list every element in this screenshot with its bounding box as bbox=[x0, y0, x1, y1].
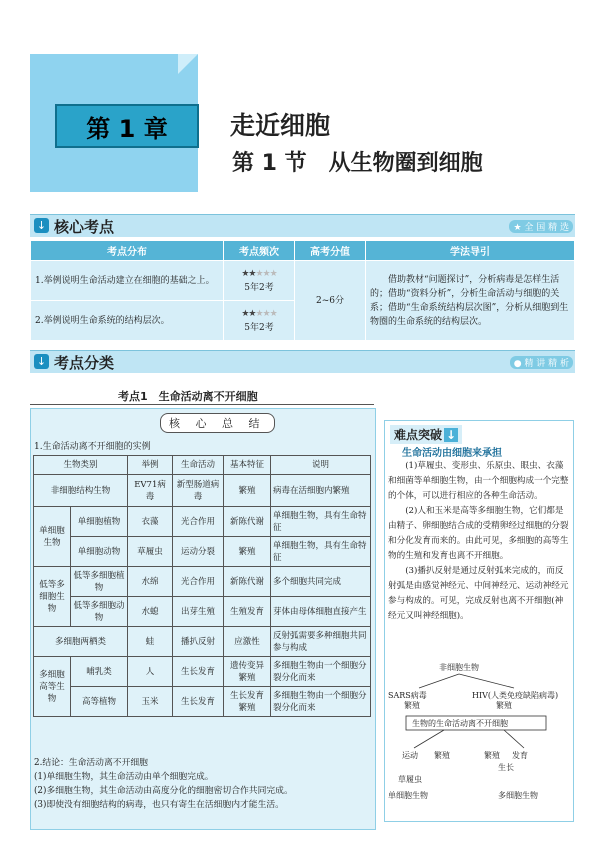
freq-1: 5年2考 bbox=[244, 282, 274, 293]
conclusion-line: (2)多细胞生物，其生命活动由高度分化的细胞密切合作共同完成。 bbox=[34, 786, 293, 796]
th-activity: 生命活动 bbox=[173, 456, 224, 475]
table-cell: 多个细胞共同完成 bbox=[271, 567, 371, 597]
core-section-label: 核心考点 bbox=[54, 218, 115, 236]
classify-section-label: 考点分类 bbox=[54, 354, 115, 372]
table-cell: 多细胞高等生物 bbox=[34, 657, 71, 717]
examples-table bbox=[33, 455, 371, 717]
table-cell: 繁殖 bbox=[224, 537, 271, 567]
table-cell: 反射弧需要多种细胞共同参与构成 bbox=[271, 627, 371, 657]
table-cell: 病毒在活细胞内繁殖 bbox=[271, 475, 371, 507]
core-section-bar bbox=[30, 214, 575, 237]
difficulty-text bbox=[388, 459, 570, 624]
th-feature: 基本特征 bbox=[224, 456, 271, 475]
th-guide: 学法导引 bbox=[366, 241, 575, 261]
guide: 借助教材“问题探讨”，分析病毒是怎样生活的；借助“资料分析”，分析生命活动与细胞的关系；借助“生命系统结构层次图”，分析从细胞到生物圈的生命系统的结构层次。 bbox=[366, 261, 575, 341]
table-cell: 玉米 bbox=[128, 687, 173, 717]
difficulty-label: 难点突破 bbox=[394, 428, 443, 442]
diag-b1: 运动 bbox=[402, 751, 418, 760]
conclusion-line: (3)即使没有细胞结构的病毒，也只有寄生在活细胞内才能生活。 bbox=[34, 800, 284, 810]
difficulty-subtitle: 生命活动由细胞来承担 bbox=[402, 448, 502, 459]
table-cell: 新陈代谢 bbox=[224, 567, 271, 597]
freq-2: 5年2考 bbox=[244, 322, 274, 333]
table-cell: 人 bbox=[128, 657, 173, 687]
table-cell: 遗传变异繁殖 bbox=[224, 657, 271, 687]
diag-bl2: 单细胞生物 bbox=[388, 791, 428, 800]
table-cell: 单细胞生物，具有生命特征 bbox=[271, 537, 371, 567]
download-arrow-icon: ↓ bbox=[34, 354, 49, 369]
conclusion-line: 2.结论：生命活动离不开细胞 bbox=[34, 758, 148, 768]
th-point: 考点分布 bbox=[31, 241, 224, 261]
table-cell: 单细胞植物 bbox=[71, 507, 128, 537]
table-cell: 水螅 bbox=[128, 597, 173, 627]
table-cell: 衣藻 bbox=[128, 507, 173, 537]
table-cell: 繁殖 bbox=[224, 475, 271, 507]
diag-left-2: 繁殖 bbox=[404, 701, 420, 710]
table-cell: 单细胞生物 bbox=[34, 507, 71, 567]
point-1: 1.举例说明生命活动建立在细胞的基础之上。 bbox=[31, 261, 224, 301]
conclusion-line: (1)单细胞生物，其生命活动由单个细胞完成。 bbox=[34, 772, 214, 782]
point-2: 2.举例说明生命系统的结构层次。 bbox=[31, 301, 224, 341]
table-cell: 哺乳类 bbox=[71, 657, 128, 687]
core-section-tag: ★ 全 国 精 选 bbox=[509, 220, 573, 233]
table-cell: 光合作用 bbox=[173, 567, 224, 597]
table-cell: 播扒反射 bbox=[173, 627, 224, 657]
down-arrow-icon: ↓ bbox=[446, 428, 457, 442]
table-cell: 低等多细胞植物 bbox=[71, 567, 128, 597]
core-table bbox=[30, 240, 575, 341]
diag-edge bbox=[414, 730, 444, 748]
table-cell: 单细胞动物 bbox=[71, 537, 128, 567]
table-cell: 多细胞生物由一个细胞分裂分化而来 bbox=[271, 687, 371, 717]
diag-br: 多细胞生物 bbox=[498, 791, 538, 800]
difficulty-para: (3)播扒反射是通过反射弧来完成的，而反射弧是由感觉神经元、中间神经元、运动神经元参与构成的。可见，完成反射也离不开细胞(神经元又叫神经细胞)。 bbox=[388, 566, 569, 621]
diag-bl: 草履虫 bbox=[398, 775, 422, 784]
th-freq: 考点频次 bbox=[224, 241, 295, 261]
chapter-label: 第 1 章 bbox=[55, 104, 199, 148]
life-activity-diagram bbox=[384, 660, 574, 830]
difficulty-para: (2)人和玉米是高等多细胞生物，它们都是由精子、卵细胞结合成的受精卵经过细胞的分裂和分化发育而来的。由此可见，多细胞的高等生物的生殖和发育也离不开细胞。 bbox=[388, 506, 569, 561]
classify-section-tag: ● 精 讲 精 析 bbox=[510, 356, 573, 369]
table-cell: 低等多细胞动物 bbox=[71, 597, 128, 627]
table-cell: 多细胞两栖类 bbox=[34, 627, 128, 657]
diag-b2: 繁殖 bbox=[434, 751, 450, 760]
difficulty-heading bbox=[390, 425, 462, 444]
th-category: 生物类别 bbox=[34, 456, 128, 475]
table-cell: 生长发育繁殖 bbox=[224, 687, 271, 717]
star-rating-icon: ★★★★★ bbox=[241, 308, 277, 319]
diag-right: HIV(人类免疫缺陷病毒) bbox=[472, 691, 559, 700]
table-cell: 非细胞结构生物 bbox=[34, 475, 128, 507]
divider bbox=[30, 404, 374, 405]
diag-edge bbox=[419, 674, 459, 688]
table-cell: 光合作用 bbox=[173, 507, 224, 537]
diag-top: 非细胞生物 bbox=[439, 663, 479, 672]
table-cell: 蛙 bbox=[128, 627, 173, 657]
table-cell: 单细胞生物，具有生命特征 bbox=[271, 507, 371, 537]
th-example: 举例 bbox=[128, 456, 173, 475]
diag-b4: 发育 bbox=[512, 751, 528, 760]
table-cell: 新陈代谢 bbox=[224, 507, 271, 537]
diag-edge bbox=[459, 674, 514, 688]
score: 2~6分 bbox=[295, 261, 366, 341]
table-cell: 草履虫 bbox=[128, 537, 173, 567]
table-cell: 多细胞生物由一个细胞分裂分化而来 bbox=[271, 657, 371, 687]
conclusion bbox=[34, 756, 372, 812]
th-score: 高考分值 bbox=[295, 241, 366, 261]
difficulty-para: (1)草履虫、变形虫、乐原虫、眼虫、衣藻和细菌等单细胞生物，由一个细胞构成一个完整的个体，可以进行相应的各种生命活动。 bbox=[388, 461, 569, 501]
classify-section-bar bbox=[30, 350, 575, 373]
chapter-title: 走近细胞 bbox=[230, 111, 331, 140]
table-cell: 水绵 bbox=[128, 567, 173, 597]
table-cell: 低等多细胞生物 bbox=[34, 567, 71, 627]
table-cell: 芽体由母体细胞直接产生 bbox=[271, 597, 371, 627]
diag-b5: 生长 bbox=[498, 763, 514, 772]
section-title: 第 1 节 从生物圈到细胞 bbox=[232, 151, 483, 176]
table-cell: EV71病毒 bbox=[128, 475, 173, 507]
download-arrow-icon: ↓ bbox=[34, 218, 49, 233]
star-rating-icon: ★★★★★ bbox=[241, 268, 277, 279]
diag-right-2: 繁殖 bbox=[496, 701, 512, 710]
diag-edge bbox=[504, 730, 524, 748]
diag-left: SARS病毒 bbox=[388, 691, 427, 700]
table-cell: 高等植物 bbox=[71, 687, 128, 717]
table-cell: 生长发育 bbox=[173, 657, 224, 687]
diag-b3: 繁殖 bbox=[484, 751, 500, 760]
diag-center: 生物的生命活动离不开细胞 bbox=[412, 719, 508, 728]
summary-label: 核 心 总 结 bbox=[160, 413, 275, 433]
th-note: 说明 bbox=[271, 456, 371, 475]
kp1-title: 考点1 生命活动离不开细胞 bbox=[118, 390, 258, 403]
table-cell: 出芽生殖 bbox=[173, 597, 224, 627]
table-cell: 运动分裂 bbox=[173, 537, 224, 567]
table-cell: 应激性 bbox=[224, 627, 271, 657]
table-caption: 1.生命活动离不开细胞的实例 bbox=[34, 442, 151, 452]
table-cell: 新型肠道病毒 bbox=[173, 475, 224, 507]
table-cell: 生殖发育 bbox=[224, 597, 271, 627]
banner-fold bbox=[178, 54, 198, 74]
table-cell: 生长发育 bbox=[173, 687, 224, 717]
